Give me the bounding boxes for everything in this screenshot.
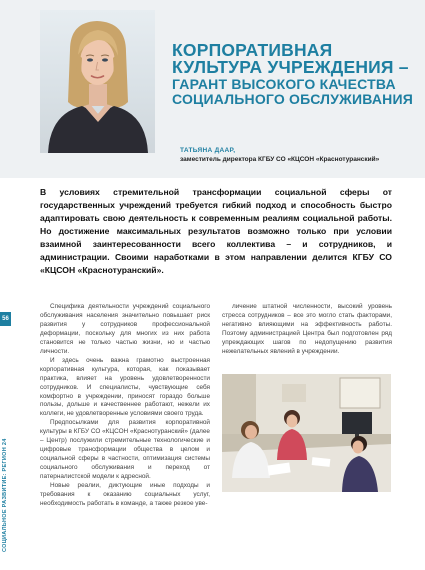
body-paragraph: личение штатной численности, высокий уровень стресса сотрудников – все это могло стать факторами, негативно влияющими на эффективность работы. Поэтому администрацией Центра был подготовлен ряд упреждающих шагов по недопущению развития нежелательных явлений в учреждении. bbox=[222, 303, 392, 355]
lead-paragraph: В условиях стремительной трансформации социальной сферы от государственных учреждений требуется гибкий подход и способность быстро адаптировать свою деятельность к современным реалиям социальной работы. Но достижение максимальных результатов возможно только при условии взаимной заинтересованности всего коллектива – и сотрудников, и администрации. Своими наработками в этом направлении делится КГБУ СО «КЦСОН «Краснотуранский». bbox=[40, 187, 392, 275]
section-label-text: СОЦИАЛЬНОЕ РАЗВИТИЕ: РЕГИОН 24 bbox=[2, 438, 8, 552]
body-paragraph: Новые реалии, диктующие иные подходы и требования к оказанию социальных услуг, необходимость работать в команде, а также резкое уве- bbox=[40, 482, 210, 507]
body-paragraph: Специфика деятельности учреждений социального обслуживания населения значительно повышает риск развития у сотрудников профессиональной деформации, поскольку для многих из них работа становится не только частью жизни, но и частью личности. bbox=[40, 303, 210, 355]
section-label bbox=[2, 332, 10, 552]
article-subtitle: ГАРАНТ ВЫСОКОГО КАЧЕСТВА СОЦИАЛЬНОГО ОБСЛУЖИВАНИЯ bbox=[172, 76, 413, 107]
author-name: ТАТЬЯНА ДААР, bbox=[180, 147, 236, 154]
body-paragraph: И здесь очень важна грамотно выстроенная корпоративная культура, которая, как показывает практика, влияет на уровень удовлетворенности сотрудников. И специалисты, чувствующие себя комфортно в учреждении, приносят гораздо больше пользы, дольше и качественнее работают, нежели их коллеги, не удовлетворенные условиями своего труда. bbox=[40, 356, 210, 418]
office-photo bbox=[222, 374, 391, 492]
page-number: 56 bbox=[0, 312, 11, 326]
body-column-right bbox=[222, 303, 392, 357]
article-title: КОРПОРАТИВНАЯ КУЛЬТУРА УЧРЕЖДЕНИЯ – bbox=[172, 40, 409, 77]
author-position: заместитель директора КГБУ СО «КЦСОН «Краснотуранский» bbox=[180, 156, 380, 163]
author-block bbox=[180, 147, 420, 163]
body-paragraph: Предпосылками для развития корпоративной культуры в КГБУ СО «КЦСОН «Краснотуранский» (далее – Центр) послужили стремительные технологические и цифровые трансформации общества в целом и социальной сферы в частности, оптимизация системы социального обслуживания и переход от патерналистской модели к адресной. bbox=[40, 419, 210, 481]
body-column-left bbox=[40, 303, 210, 509]
author-portrait bbox=[40, 10, 155, 153]
